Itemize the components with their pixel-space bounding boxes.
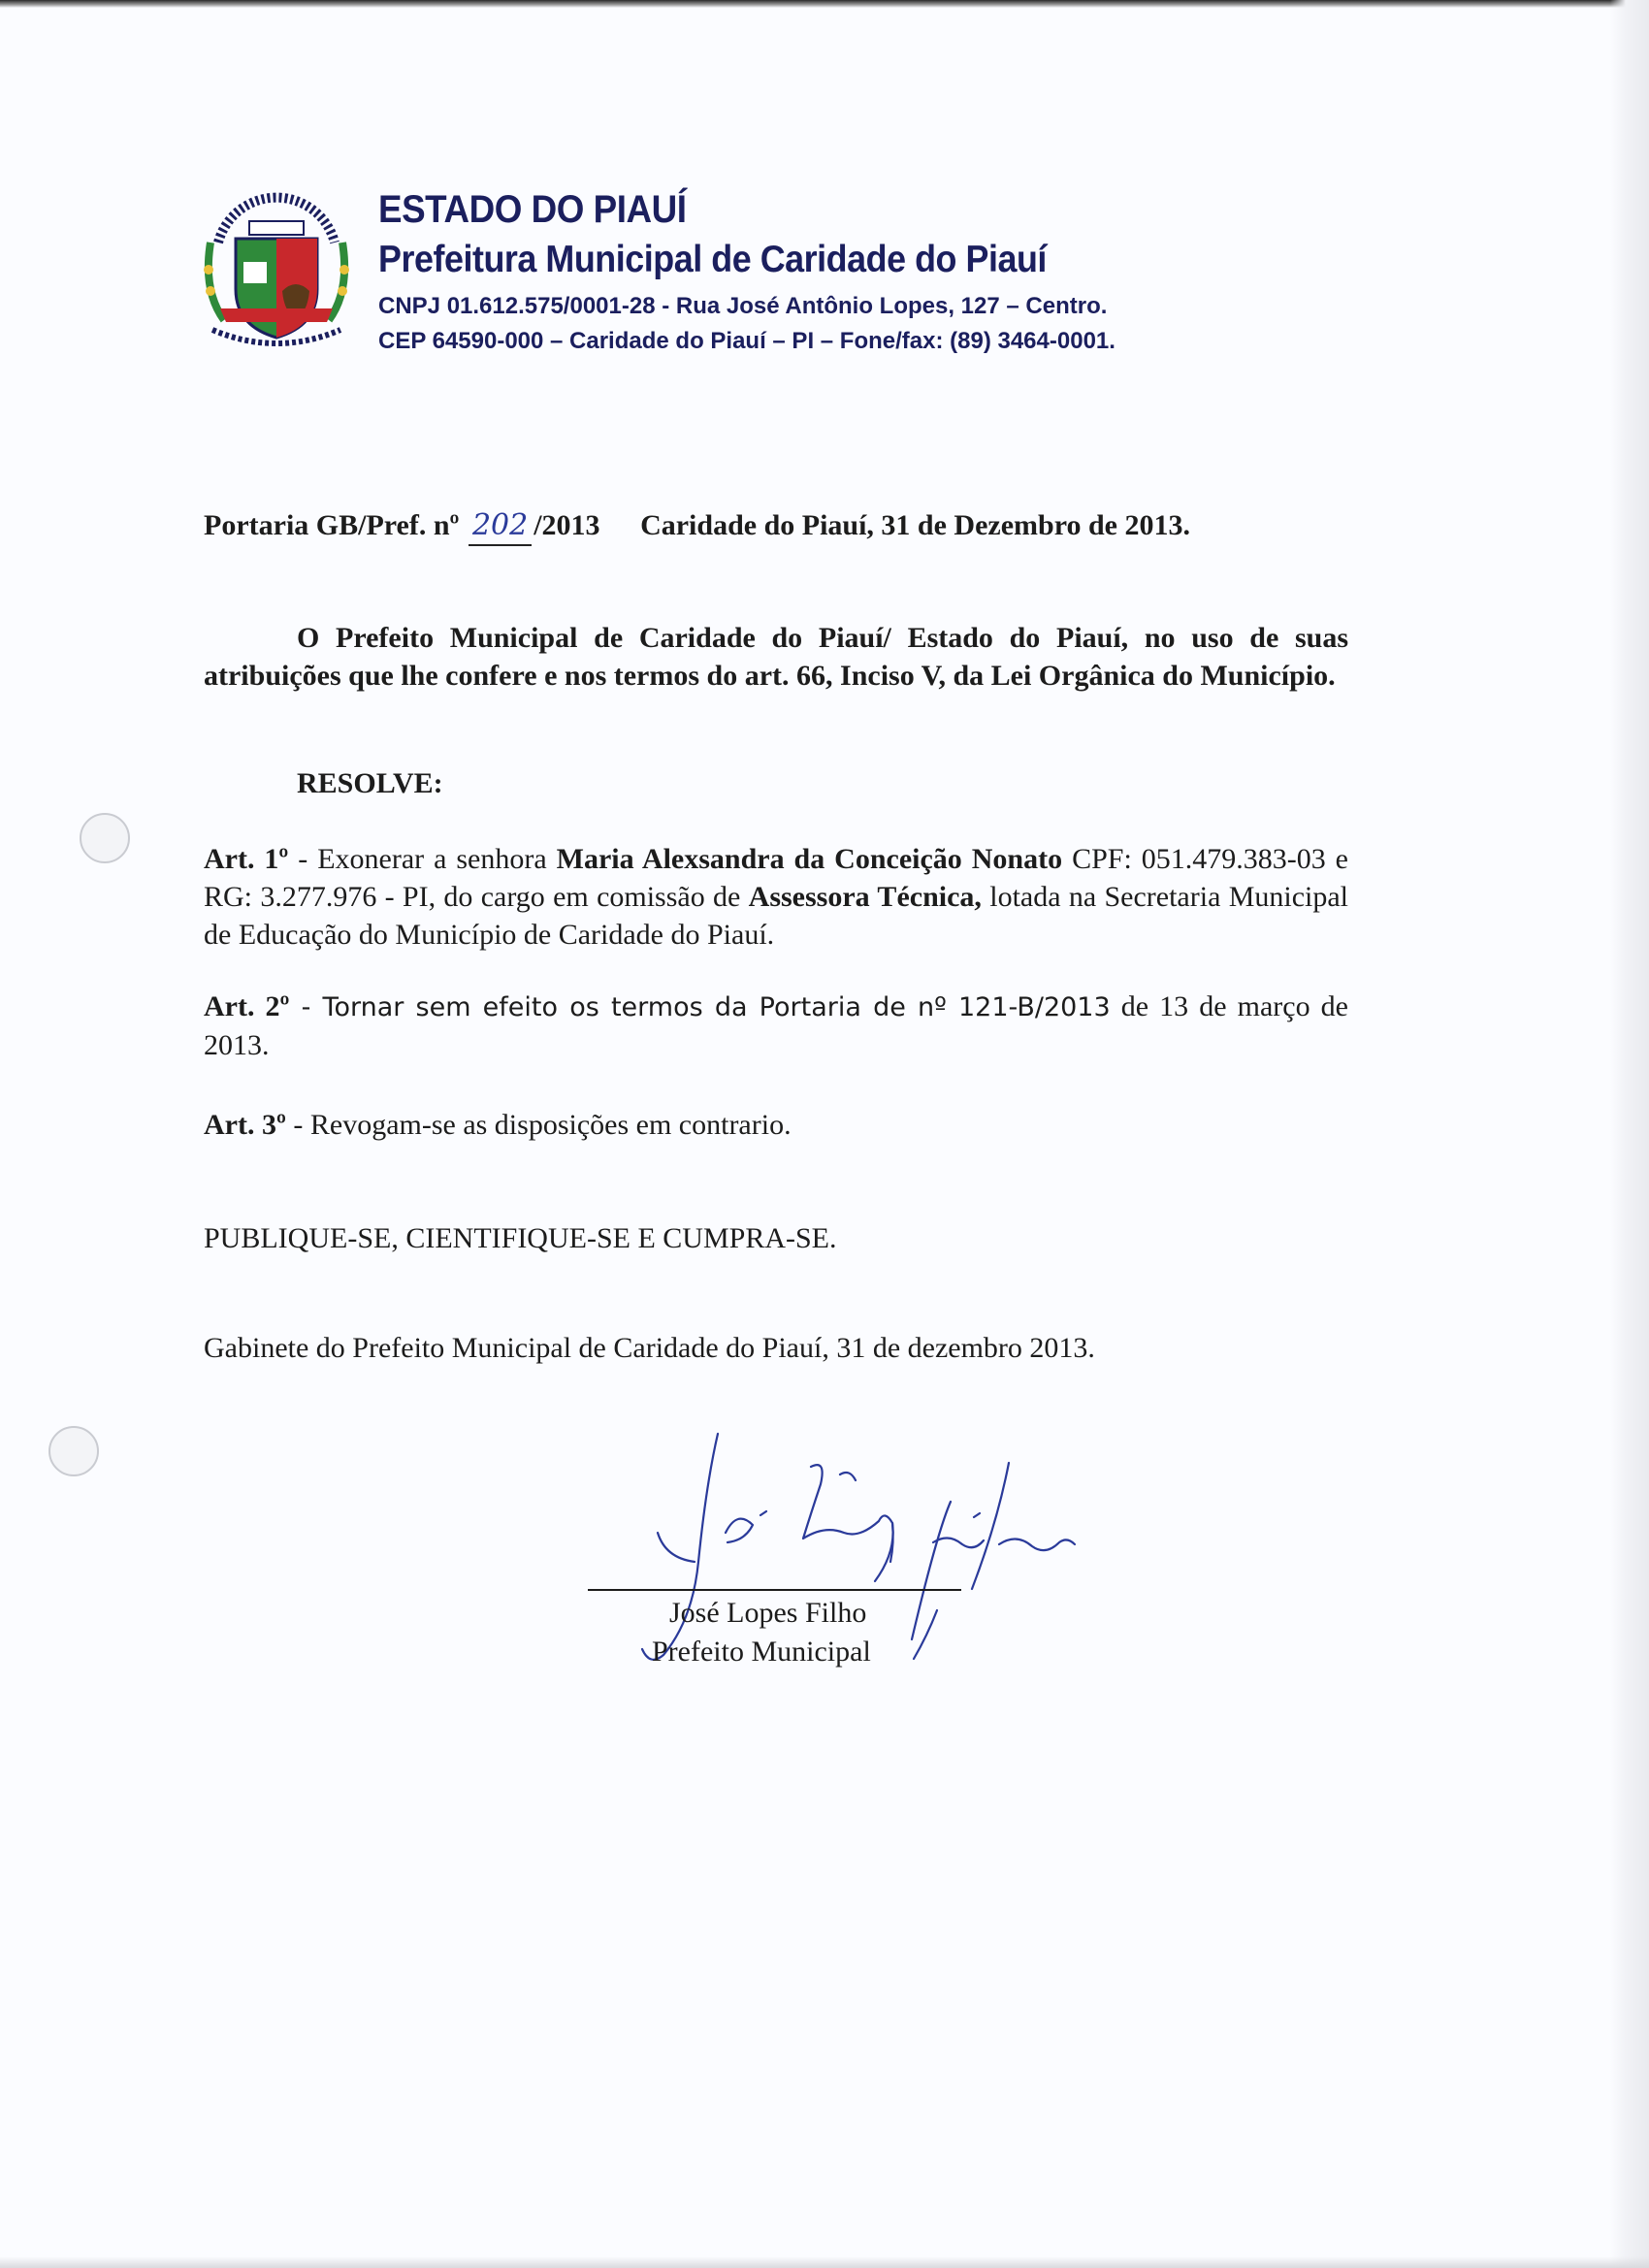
letterhead-contact: CEP 64590-000 – Caridade do Piauí – PI – Fone/fax: (89) 3464-0001. bbox=[378, 328, 1116, 354]
ordinance-year: /2013 bbox=[534, 509, 600, 541]
ordinance-prefix: Portaria GB/Pref. nº bbox=[204, 509, 460, 541]
municipal-coat-of-arms-icon bbox=[199, 184, 354, 359]
resolve-heading: RESOLVE: bbox=[297, 767, 443, 799]
article-label: Art. 1º bbox=[204, 843, 289, 875]
signer-title: Prefeito Municipal bbox=[652, 1636, 871, 1668]
letterhead-state: ESTADO DO PIAUÍ bbox=[378, 188, 687, 231]
signature-line bbox=[588, 1589, 961, 1591]
signer-name: José Lopes Filho bbox=[669, 1597, 867, 1629]
letterhead-office: Prefeitura Municipal de Caridade do Piauí bbox=[378, 239, 1047, 280]
ordinance-reference: nº 121-B/2013 bbox=[918, 992, 1111, 1022]
preamble: O Prefeito Municipal de Caridade do Piauí/ Estado do Piauí, no uso de suas atribuições que lhe confere e nos termos do art. 66, Inciso V, da Lei Orgânica do Município. bbox=[204, 622, 1348, 692]
letterhead bbox=[199, 184, 1314, 369]
closing-formula: PUBLIQUE-SE, CIENTIFIQUE-SE E CUMPRA-SE. bbox=[204, 1222, 837, 1254]
scan-edge-top bbox=[0, 0, 1649, 8]
scan-edge-bottom bbox=[0, 2256, 1649, 2268]
article-text: - Revogam-se as disposições em contrario. bbox=[285, 1109, 792, 1141]
article-1 bbox=[204, 840, 1348, 954]
article-text: - Exonerar a senhora bbox=[288, 843, 557, 875]
scan-edge-right bbox=[1610, 0, 1649, 2268]
letterhead-address: CNPJ 01.612.575/0001-28 - Rua José Antônio Lopes, 127 – Centro. bbox=[378, 293, 1108, 319]
position-title: Assessora Técnica, bbox=[748, 881, 982, 913]
article-3 bbox=[204, 1106, 1348, 1144]
punch-hole bbox=[48, 1426, 99, 1476]
ordinance-number: 202 bbox=[469, 506, 532, 546]
employee-name: Maria Alexsandra da Conceição Nonato bbox=[556, 843, 1063, 875]
ordinance-heading bbox=[204, 506, 1348, 546]
article-2 bbox=[204, 988, 1348, 1064]
article-text: lotada na Secretaria Municipal de Educação do Município de Caridade do Piauí. bbox=[204, 881, 1349, 951]
letterhead-text bbox=[378, 184, 1116, 359]
article-text: de 13 de março de 2013. bbox=[204, 990, 1348, 1061]
ordinance-date: Caridade do Piauí, 31 de Dezembro de 2013. bbox=[640, 509, 1190, 541]
signature-block bbox=[582, 1416, 1125, 1698]
article-text: CPF: 051.479.383-03 e RG: 3.277.976 - PI, do cargo em comissão de bbox=[204, 843, 1348, 913]
article-text: - Tornar sem efeito os termos da Portaria de bbox=[289, 992, 918, 1022]
place-and-date: Gabinete do Prefeito Municipal de Caridade do Piauí, 31 de dezembro 2013. bbox=[204, 1332, 1095, 1364]
article-label: Art. 3º bbox=[204, 1109, 286, 1141]
punch-hole bbox=[80, 813, 130, 863]
article-label: Art. 2º bbox=[204, 990, 290, 1022]
